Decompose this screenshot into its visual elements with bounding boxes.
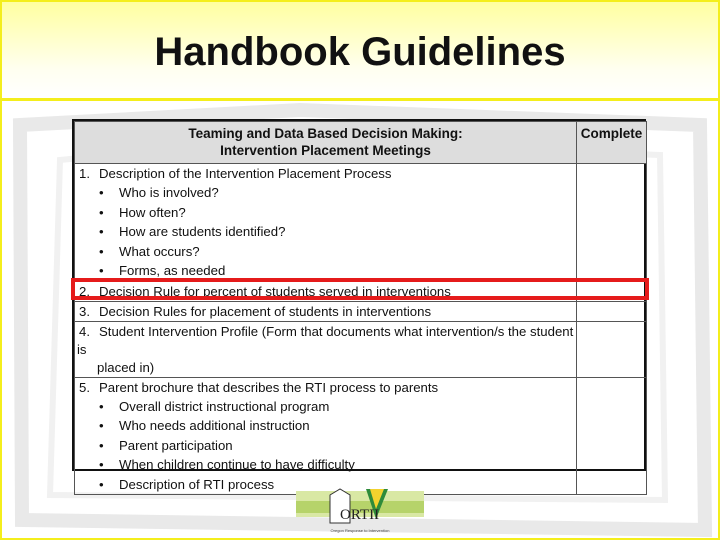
bullet-icon: • [99,204,104,220]
row-number: 3. [79,303,90,319]
list-item: Description of RTI process [119,476,275,492]
list-item: Forms, as needed [119,263,226,278]
list-item: Parent participation [119,437,233,453]
row-text: Parent brochure that describes the RTI process to parents [99,379,439,395]
bullet-icon: • [99,263,104,278]
row-text: Description of the Intervention Placement Process [99,166,392,181]
bullet-icon: • [99,437,104,453]
list-item: Overall district instructional program [119,398,330,414]
row-number: 1. [79,166,90,181]
bullet-icon: • [99,224,104,239]
table-header-title: Teaming and Data Based Decision Making: Intervention Placement Meetings [75,122,577,164]
bullet-icon: • [99,476,104,492]
complete-cell[interactable] [577,321,647,377]
row-highlight-box [71,278,649,300]
row-text-continuation: placed in) [97,359,155,375]
complete-cell[interactable] [577,301,647,321]
bullet-icon: • [99,185,104,200]
list-item: When children continue to have difficulty [119,457,355,472]
row-text: Student Intervention Profile (Form that documents what intervention/s the student is [77,323,574,357]
complete-cell[interactable] [577,377,647,495]
bullet-icon: • [99,398,104,414]
row-number: 4. [79,323,90,339]
bullet-icon: • [99,457,104,472]
row-number: 2. [79,283,90,299]
orti-logo-icon [296,487,424,535]
bullet-icon: • [99,418,104,433]
table-row [75,164,647,282]
table-row [75,301,647,321]
table-header-row [75,122,647,164]
list-item: How are students identified? [119,224,286,239]
slide-title: Handbook Guidelines [154,30,566,74]
row-text: Decision Rule for percent of students served in interventions [99,283,451,299]
table-row [75,377,647,495]
row-number: 5. [79,379,90,395]
list-item: Who needs additional instruction [119,418,310,433]
row-text: Decision Rules for placement of students in interventions [99,303,432,319]
bullet-icon: • [99,243,104,259]
complete-cell[interactable] [577,164,647,282]
table-header-complete: Complete [577,122,647,164]
svg-text:ORTII: ORTII [340,507,380,523]
list-item: How often? [119,204,186,220]
table-row [75,321,647,377]
list-item: What occurs? [119,243,200,259]
list-item: Who is involved? [119,185,219,200]
svg-text:Oregon Response to Interventio: Oregon Response to Intervention [330,528,390,533]
